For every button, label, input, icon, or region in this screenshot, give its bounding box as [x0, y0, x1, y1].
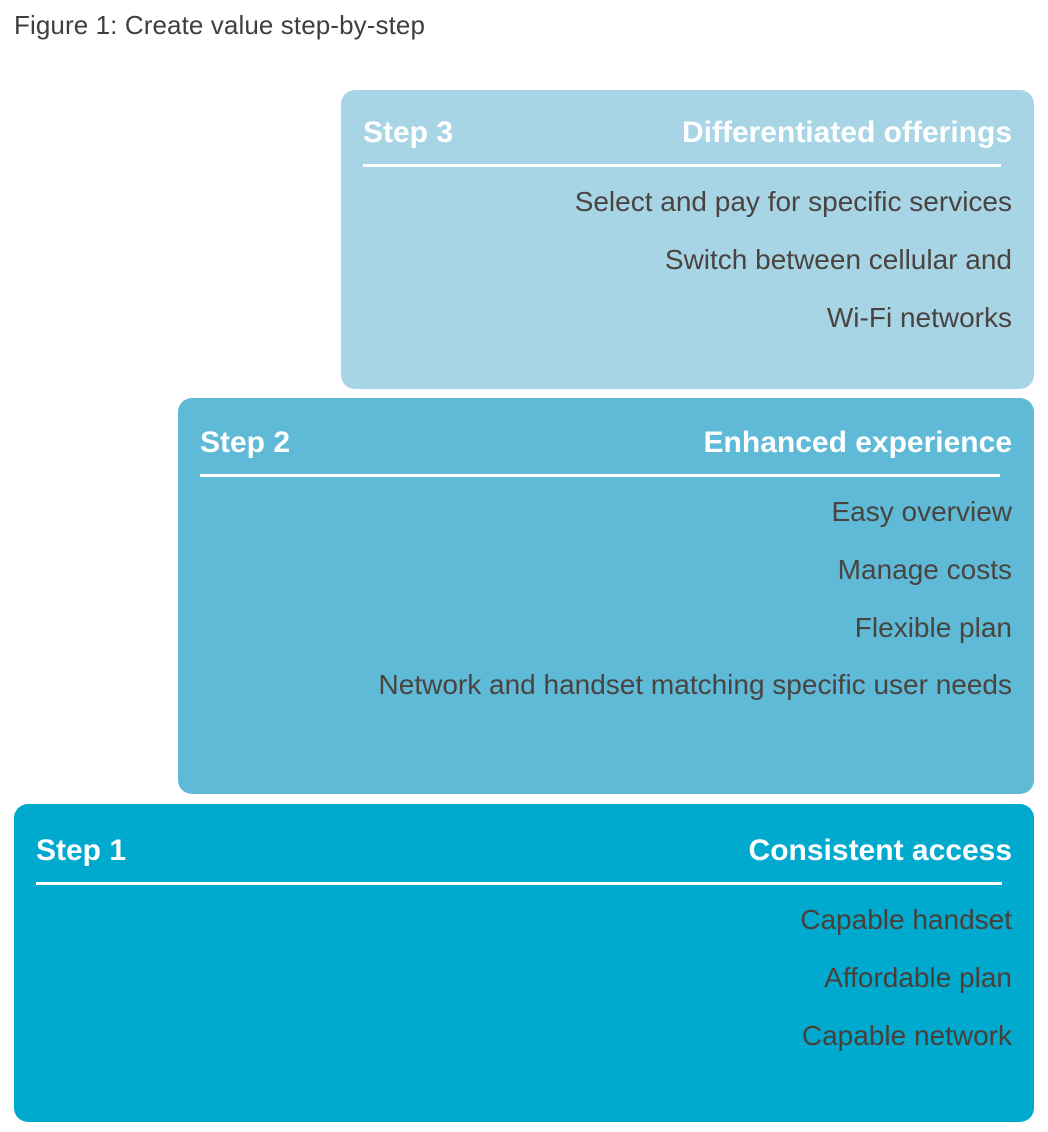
step-card-2-label: Step 2	[200, 426, 291, 459]
step-card-3-label: Step 3	[363, 116, 454, 149]
step-card-2-title: Enhanced experience	[703, 426, 1012, 459]
step-card-2-bullet: Manage costs	[837, 553, 1012, 585]
step-card-2-divider	[200, 474, 1000, 477]
step-card-2-bullet: Easy overview	[831, 496, 1012, 527]
step-card-1-bullet: Capable handset	[800, 904, 1012, 935]
step-card-2	[178, 398, 1034, 794]
step-card-3-divider	[363, 164, 1001, 167]
figure-title: Figure 1: Create value step-by-step	[14, 10, 426, 40]
step-card-3	[341, 90, 1034, 389]
step-card-1	[14, 804, 1034, 1122]
step-card-2-bullet: Flexible plan	[854, 611, 1012, 643]
step-card-2-bullets	[200, 483, 1012, 714]
step-card-1-bullets	[36, 891, 1012, 1064]
step-card-3-bullet: Select and pay for specific services	[574, 186, 1012, 217]
step-card-3-bullet: Switch between cellular and	[664, 243, 1012, 275]
step-card-3-header	[363, 90, 1012, 150]
step-card-1-title: Consistent access	[748, 834, 1012, 867]
step-card-1-bullet: Affordable plan	[824, 961, 1012, 993]
step-card-1-header	[36, 804, 1012, 868]
step-card-1-bullet: Capable network	[801, 1019, 1012, 1051]
step-card-2-bullet: Network and handset matching specific user needs	[378, 669, 1012, 701]
step-card-1-divider	[36, 882, 1002, 885]
step-card-2-header	[200, 398, 1012, 460]
step-card-3-title: Differentiated offerings	[681, 116, 1012, 149]
step-card-1-label: Step 1	[36, 834, 127, 867]
step-card-3-bullet: Wi-Fi networks	[826, 301, 1012, 333]
step-card-3-bullets	[363, 173, 1012, 346]
